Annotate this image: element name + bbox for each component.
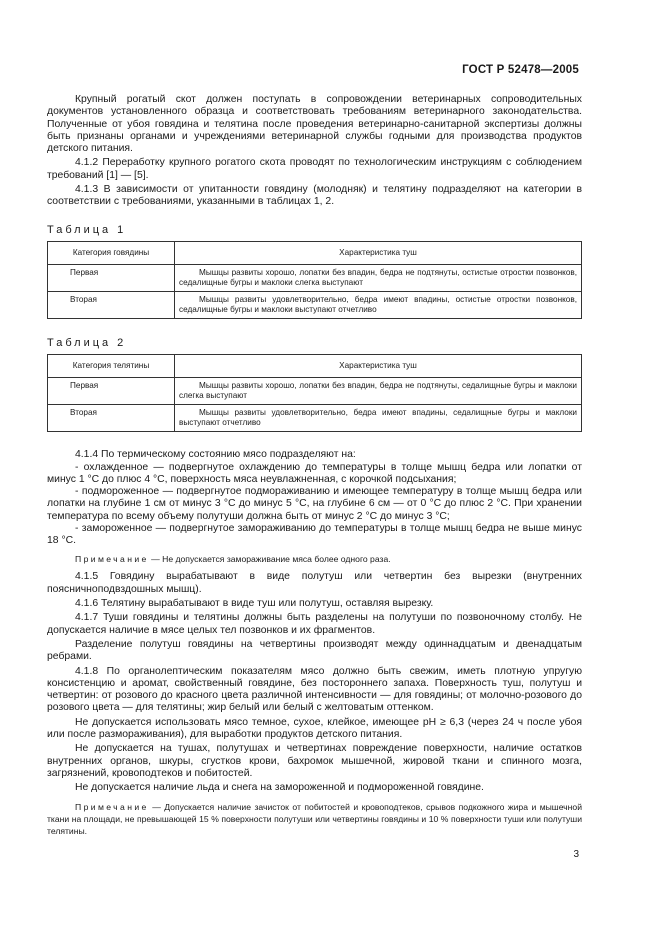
table-row [48,405,582,432]
note-text: — Не допускается замораживание мяса более одного раза. [148,553,391,564]
table-cell: Вторая [48,291,175,318]
note-label: Примечание [75,553,149,564]
note-label: Примечание [75,802,149,813]
table-cell: Мышцы развиты хорошо, лопатки без впадин, бедра не подтянуты, седалищные бугры и маклоки слегка выступают [175,378,582,405]
table-1 [47,241,582,319]
page-number: 3 [573,849,579,860]
table-header: Категория говядины [48,241,175,264]
table-header: Характеристика туш [175,241,582,264]
list-item: - подмороженное — подвергнутое подмораживанию и имеющее температуру в толще мышц бедра или лопатки на глубине 1 см от минус 3 °С до минус 5 °С, на глубине 6 см — от 0 °С до плюс 2 °С. При хранении температура по всему объему полутуши должна быть от минус 2 °С до минус 3 °С; [47,486,582,522]
paragraph: 4.1.5 Говядину вырабатывают в виде полутуш или четвертин без вырезки (внутренних поясничноподвздошных мышц). [47,571,582,595]
standard-header: ГОСТ Р 52478—2005 [462,64,579,76]
paragraph: Не допускается на тушах, полутушах и четвертинах повреждение поверхности, наличие остатков внутренних органов, шкуры, сгустков крови, бахромок мышечной, жировой ткани и спинного мозга, загрязнений, кровоподтеков и побитостей. [47,743,582,779]
paragraph: 4.1.7 Туши говядины и телятины должны быть разделены на полутуши по позвоночному столбу. Не допускается наличие в мясе целых тел позвонков и их фрагментов. [47,612,582,636]
paragraph: Не допускается использовать мясо темное, сухое, клейкое, имеющее pH ≥ 6,3 (через 24 ч после убоя или после размораживания), для выработки продуктов детского питания. [47,716,582,740]
paragraph: 4.1.4 По термическому состоянию мясо подразделяют на: [75,449,356,461]
table-1-caption: Таблица 1 [47,223,127,236]
paragraph: Разделение полутуш говядины на четвертины производят между одиннадцатым и двенадцатым ребрами. [47,638,582,663]
paragraph: 4.1.8 По органолептическим показателям мясо должно быть свежим, иметь плотную упругую консистенцию и аромат, свойственный говядине, без постороннего запаха. Поверхность туш, полутуш и четвертин: от розового до красного цвета различной интенсивности — для говядины; от молочно-розового до розового цвета — для телятины; жир белый или белый с желтоватым оттенком. [47,665,582,714]
note-2 [47,802,582,837]
list-item: - охлажденное — подвергнутое охлаждению до температуры в толще мышц бедра или лопатки от минус 1 °С до плюс 4 °С, поверхность мяса неувлажненная, с корочкой подсыхания; [47,461,582,485]
table-header: Категория телятины [48,355,175,378]
table-row [48,264,582,291]
paragraph: Крупный рогатый скот должен поступать в сопровождении ветеринарных сопроводительных документов установленного образца и соответствовать требованиям ветеринарного законодательства. Полученные от убоя говядина и телятина после проведения ветеринарно-санитарной экспертизы должны быть признаны органами и учреждениями ветеринарной службы годными для производства продуктов детского питания. [47,94,582,155]
table-row [48,378,582,405]
table-cell: Мышцы развиты удовлетворительно, бедра имеют впадины, остистые отростки позвонков, седалищные бугры и маклоки выступают отчетливо [175,291,582,318]
document-body [47,94,582,838]
thermal-section [47,449,582,547]
list-item: - замороженное — подвергнутое замораживанию до температуры в толще мышц бедра не выше минус 18 °С. [47,523,582,547]
paragraph: 4.1.6 Телятину вырабатывают в виде туш или полутуш, оставляя вырезку. [75,598,434,610]
table-header: Характеристика туш [175,355,582,378]
paragraph: Не допускается наличие льда и снега на замороженной и подмороженной говядине. [75,782,484,794]
table-cell: Мышцы развиты хорошо, лопатки без впадин, бедра не подтянуты, остистые отростки позвонков, седалищные бугры и маклоки слегка выступают [175,264,582,291]
table-row [48,291,582,318]
paragraph: 4.1.2 Переработку крупного рогатого скота проводят по технологическим инструкциям с соблюдением требований [1] — [5]. [47,157,582,181]
table-cell: Вторая [48,405,175,432]
table-2 [47,354,582,432]
table-2-caption: Таблица 2 [47,336,127,349]
note-1 [47,554,582,566]
table-cell: Первая [48,264,175,291]
table-cell: Мышцы развиты удовлетворительно, бедра имеют впадины, седалищные бугры и маклоки выступают отчетливо [175,405,582,432]
paragraph: 4.1.3 В зависимости от упитанности говядину (молодняк) и телятину подразделяют на категории в соответствии с требованиями, указанными в таблицах 1, 2. [47,184,582,208]
note-text: — Допускается наличие зачисток от побитостей и кровоподтеков, срывов подкожного жира и мышечной ткани на площади, не превышающей 15 % поверхности полутуши или четвертины говядины и 10 % поверхности туши или полутуши телятины. [47,802,582,837]
carcass-section [47,571,582,794]
table-cell: Первая [48,378,175,405]
